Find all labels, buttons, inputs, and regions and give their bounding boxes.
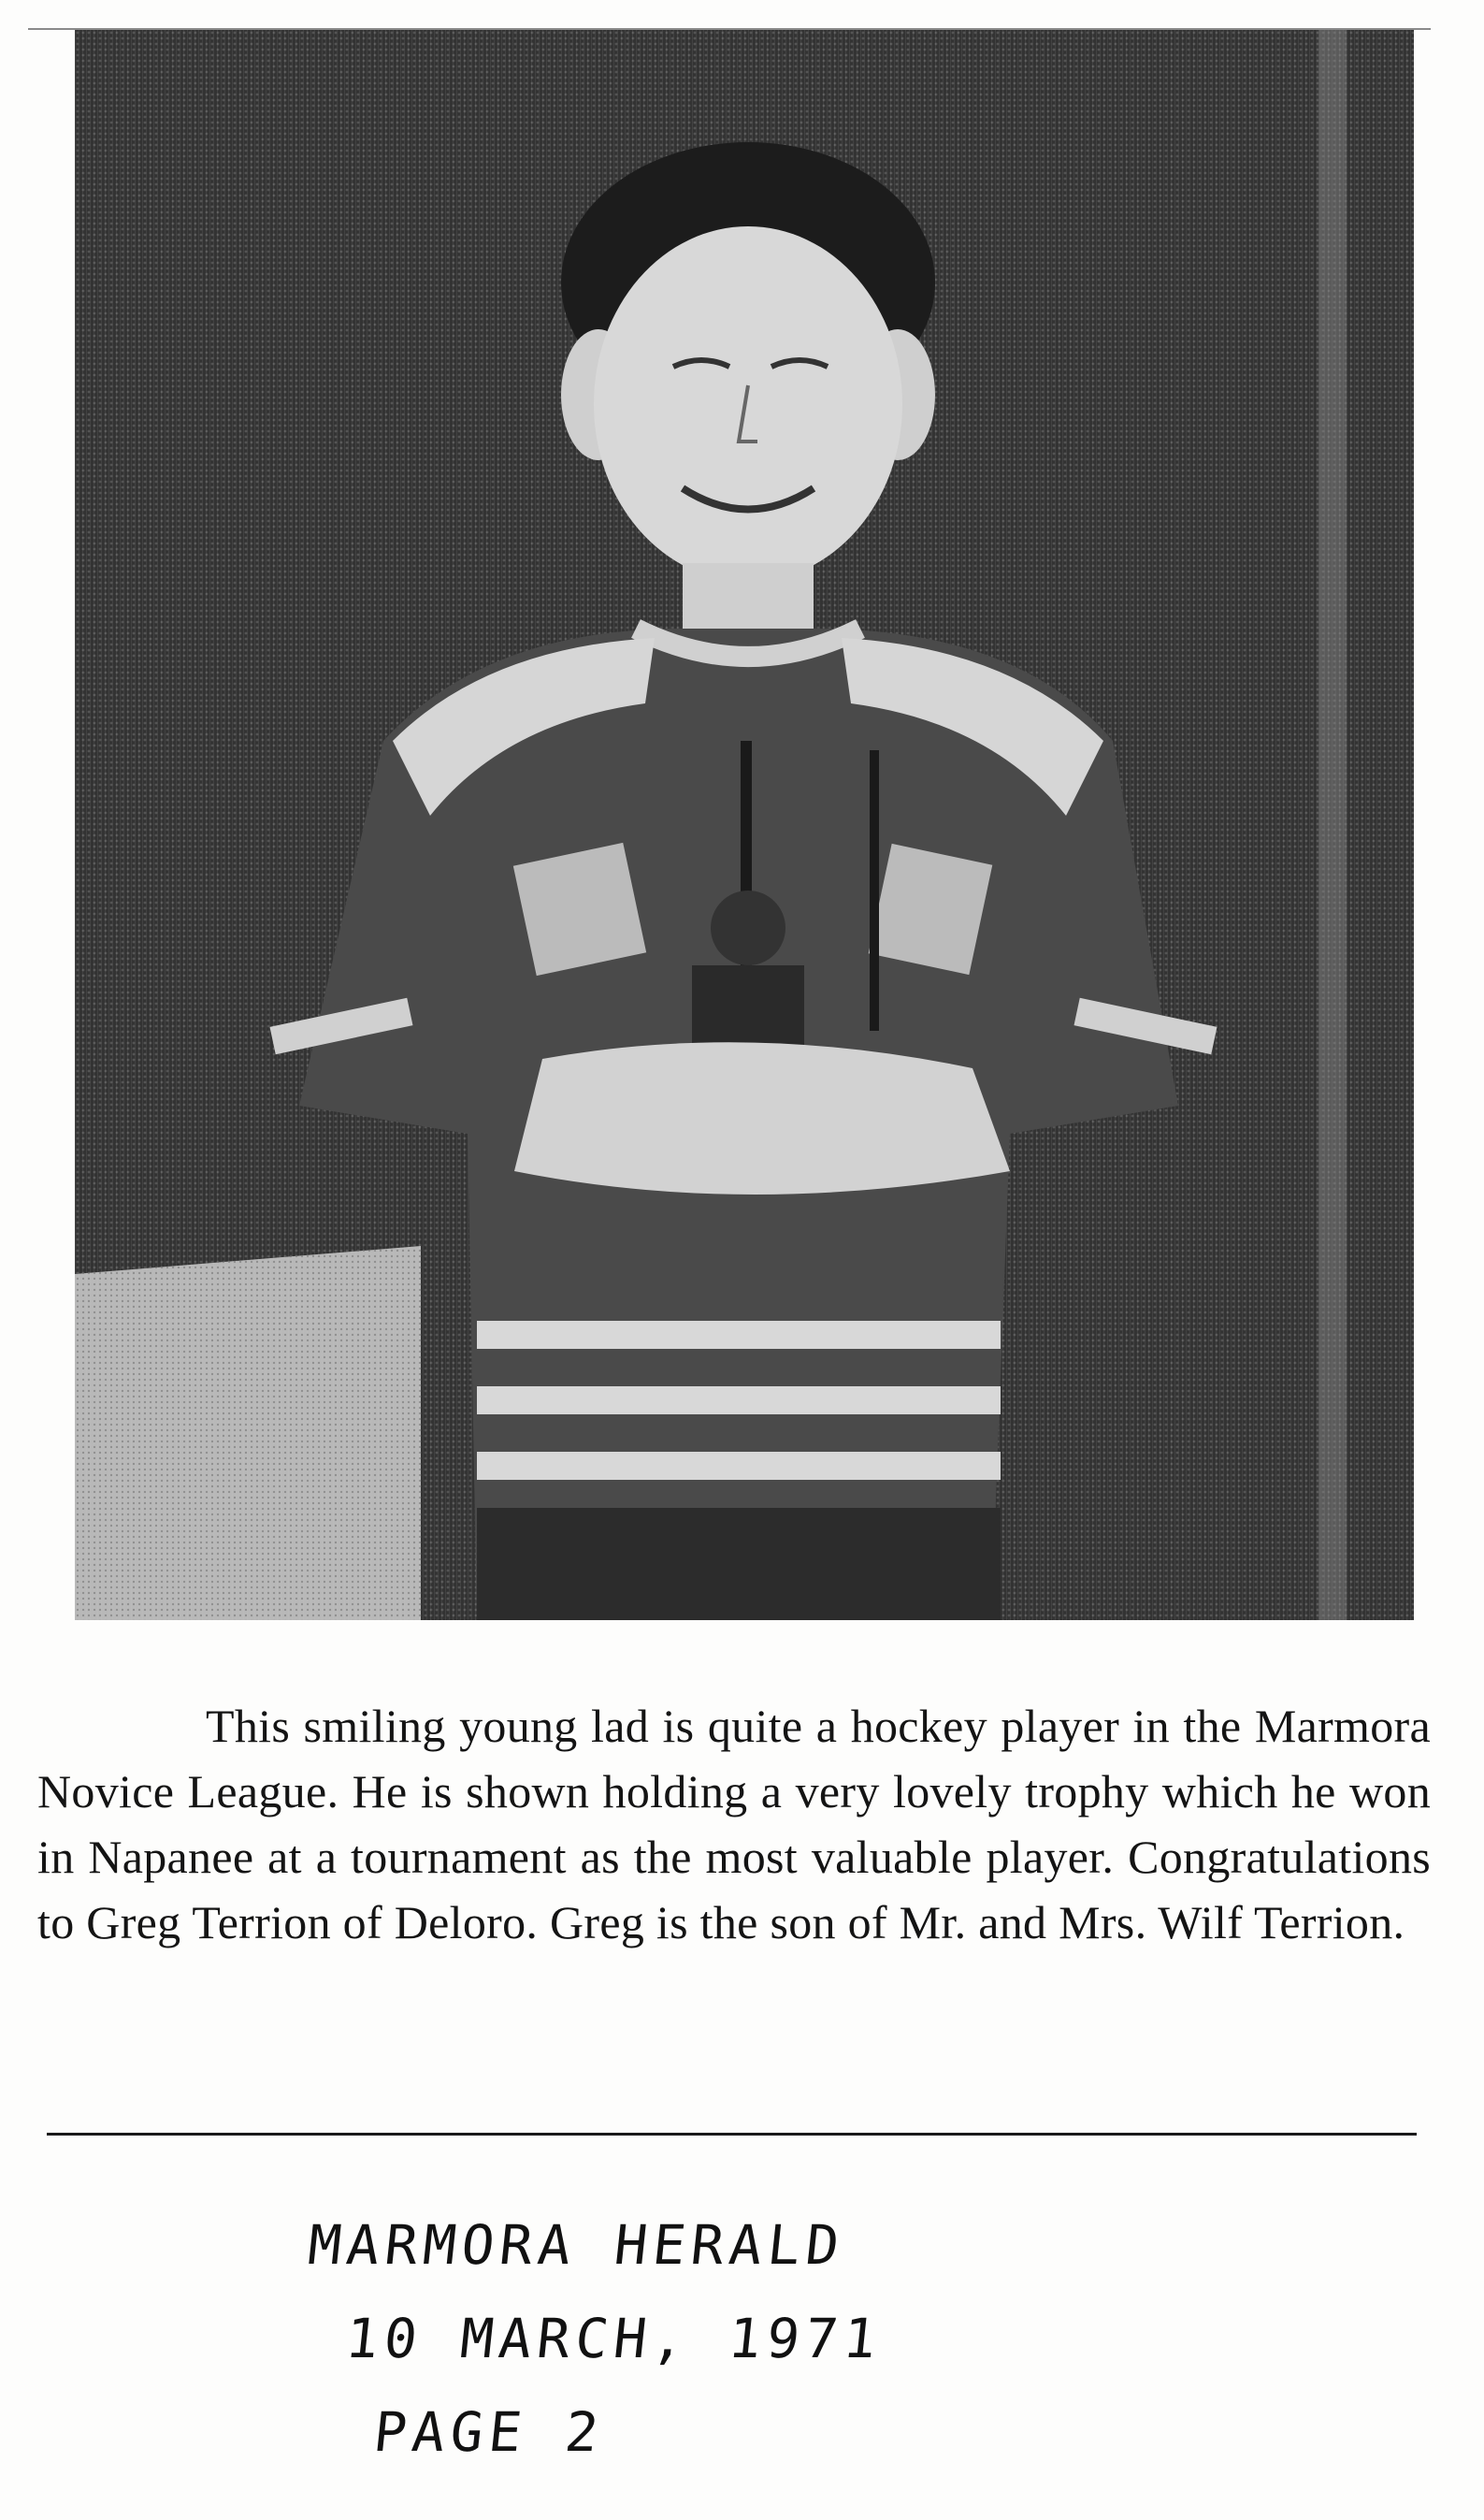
handwritten-source-note — [305, 2198, 1150, 2479]
photo-illustration — [75, 30, 1414, 1620]
photo-caption: This smiling young lad is quite a hockey player in the Marmora Novice League. He is shown holding a very lovely trophy which he won in Napanee at a tournament as the most valuable player. Congratulations to Greg Terrion of Deloro. Greg is the son of Mr. and Mrs. Wilf Terrion. — [37, 1700, 1431, 1948]
newspaper-photo-boy-with-trophy — [75, 30, 1414, 1620]
handwritten-page: PAGE 2 — [370, 2400, 608, 2464]
handwritten-date: 10 MARCH, 1971 — [342, 2307, 886, 2370]
handwritten-publication: MARMORA HERALD — [305, 2213, 848, 2277]
caption-divider — [47, 2133, 1417, 2136]
